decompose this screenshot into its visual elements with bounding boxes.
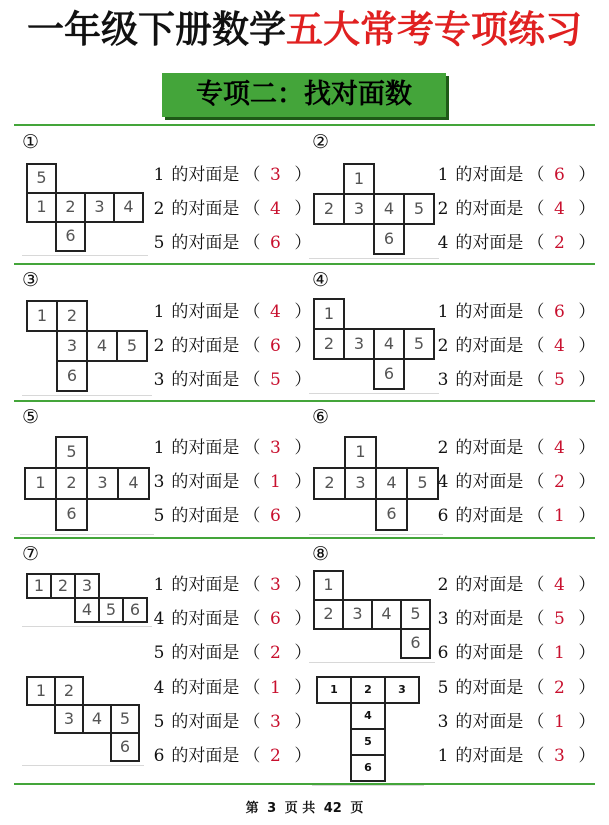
problem-number: ⑥ <box>312 406 330 428</box>
answer-open-paren: （ <box>243 336 261 356</box>
answer-value: 1 <box>269 678 281 698</box>
net-face: 4 <box>82 704 112 734</box>
net-face: 2 <box>313 599 344 630</box>
answer-face-number: 2 <box>437 575 449 595</box>
net-face: 3 <box>86 467 119 500</box>
net-face: 2 <box>313 467 346 500</box>
answer-line <box>152 228 311 258</box>
net-face: 1 <box>313 298 345 330</box>
answer-open-paren: （ <box>243 302 261 322</box>
answer-line <box>436 501 595 531</box>
net-face: 5 <box>406 467 439 500</box>
answer-open-paren: （ <box>243 712 261 732</box>
answer-face-number: 3 <box>437 609 449 629</box>
section-title: 专项二：找对面数 <box>196 79 412 110</box>
answer-face-number: 1 <box>437 302 449 322</box>
answer-line <box>152 741 311 771</box>
answer-close-paren: ） <box>294 472 312 492</box>
answer-face-number: 1 <box>153 165 165 185</box>
answer-value: 6 <box>553 165 565 185</box>
answer-open-paren: （ <box>527 609 545 629</box>
answer-face-number: 5 <box>153 712 165 732</box>
answer-close-paren: ） <box>578 233 596 253</box>
net-face: 3 <box>343 328 375 360</box>
answer-close-paren: ） <box>578 643 596 663</box>
net-face: 4 <box>86 330 118 362</box>
answer-close-paren: ） <box>578 199 596 219</box>
net-face: 3 <box>343 193 375 225</box>
divider-top <box>14 124 595 126</box>
answer-question-text: 的对面是 <box>166 336 240 356</box>
answer-value: 3 <box>269 438 281 458</box>
answer-line <box>152 433 311 463</box>
answer-open-paren: （ <box>243 199 261 219</box>
net-face: 6 <box>373 223 405 255</box>
answer-question-text: 的对面是 <box>450 609 524 629</box>
page-title <box>0 4 609 56</box>
net-face: 1 <box>26 573 52 599</box>
answer-line <box>436 604 595 634</box>
problem-number: ④ <box>312 269 330 291</box>
answer-close-paren: ） <box>578 370 596 390</box>
page-footer <box>0 797 609 816</box>
net-face: 4 <box>371 599 402 630</box>
answer-close-paren: ） <box>294 302 312 322</box>
answer-close-paren: ） <box>578 746 596 766</box>
net-face: 4 <box>350 702 386 730</box>
answer-face-number: 6 <box>437 506 449 526</box>
answer-open-paren: （ <box>527 575 545 595</box>
answer-question-text: 的对面是 <box>450 506 524 526</box>
net-face: 3 <box>56 330 88 362</box>
answer-line <box>152 673 311 703</box>
net-face: 1 <box>313 570 344 601</box>
net-face: 6 <box>56 360 88 392</box>
answer-value: 1 <box>553 712 565 732</box>
answer-face-number: 4 <box>437 472 449 492</box>
answer-value: 2 <box>553 233 565 253</box>
net-baseline <box>309 258 439 259</box>
answer-face-number: 2 <box>153 199 165 219</box>
divider-row-1 <box>14 263 595 265</box>
answer-line <box>436 570 595 600</box>
footer-mid: 页 共 <box>284 801 316 816</box>
answer-question-text: 的对面是 <box>450 678 524 698</box>
answer-question-text: 的对面是 <box>166 199 240 219</box>
net-face: 6 <box>55 498 88 531</box>
net-face: 6 <box>350 754 386 782</box>
net-face: 3 <box>344 467 377 500</box>
answer-face-number: 6 <box>437 643 449 663</box>
section-banner <box>162 73 446 117</box>
net-face: 5 <box>400 599 431 630</box>
answer-close-paren: ） <box>578 336 596 356</box>
answer-face-number: 1 <box>437 746 449 766</box>
answer-open-paren: （ <box>527 746 545 766</box>
answer-open-paren: （ <box>243 609 261 629</box>
net-face: 2 <box>54 676 84 706</box>
answer-face-number: 4 <box>153 678 165 698</box>
net-face: 1 <box>26 676 56 706</box>
answer-open-paren: （ <box>243 233 261 253</box>
net-face: 4 <box>74 597 100 623</box>
net-face: 3 <box>384 676 420 704</box>
answer-question-text: 的对面是 <box>166 472 240 492</box>
answer-open-paren: （ <box>243 472 261 492</box>
answer-value: 6 <box>269 506 281 526</box>
net-baseline <box>309 662 435 663</box>
answer-close-paren: ） <box>578 506 596 526</box>
answer-question-text: 的对面是 <box>166 302 240 322</box>
net-face: 6 <box>55 221 86 252</box>
problem-number: ⑧ <box>312 543 330 565</box>
answer-line <box>436 331 595 361</box>
answer-face-number: 1 <box>153 302 165 322</box>
net-baseline <box>22 255 148 256</box>
answer-face-number: 6 <box>153 746 165 766</box>
net-face: 2 <box>313 193 345 225</box>
answer-face-number: 1 <box>437 165 449 185</box>
answer-value: 2 <box>553 472 565 492</box>
net-face: 1 <box>316 676 352 704</box>
answer-line <box>436 707 595 737</box>
answer-question-text: 的对面是 <box>166 643 240 663</box>
answer-face-number: 2 <box>437 336 449 356</box>
answer-value: 4 <box>269 199 281 219</box>
answer-line <box>152 501 311 531</box>
problem-number: ③ <box>22 269 40 291</box>
answer-close-paren: ） <box>294 575 312 595</box>
answer-question-text: 的对面是 <box>166 438 240 458</box>
answer-line <box>152 160 311 190</box>
answer-line <box>152 194 311 224</box>
net-face: 6 <box>373 358 405 390</box>
answer-close-paren: ） <box>294 165 312 185</box>
net-face: 5 <box>350 728 386 756</box>
answer-value: 1 <box>553 643 565 663</box>
net-baseline <box>309 393 439 394</box>
answer-face-number: 4 <box>437 233 449 253</box>
answer-line <box>152 365 311 395</box>
net-face: 3 <box>342 599 373 630</box>
title-part-1: 一年级下册数学 <box>27 8 286 51</box>
problem-number: ① <box>22 131 40 153</box>
answer-value: 3 <box>269 165 281 185</box>
footer-suffix: 页 <box>350 801 364 816</box>
answer-question-text: 的对面是 <box>166 233 240 253</box>
answer-close-paren: ） <box>294 199 312 219</box>
answer-open-paren: （ <box>527 506 545 526</box>
answer-question-text: 的对面是 <box>450 199 524 219</box>
net-face: 3 <box>74 573 100 599</box>
answer-close-paren: ） <box>294 370 312 390</box>
net-face: 5 <box>98 597 124 623</box>
net-face: 1 <box>344 436 377 469</box>
net-face: 1 <box>26 300 58 332</box>
net-baseline <box>20 534 154 535</box>
answer-line <box>152 570 311 600</box>
answer-open-paren: （ <box>243 506 261 526</box>
answer-value: 4 <box>553 336 565 356</box>
answer-question-text: 的对面是 <box>166 165 240 185</box>
net-face: 2 <box>313 328 345 360</box>
answer-question-text: 的对面是 <box>166 678 240 698</box>
answer-question-text: 的对面是 <box>450 472 524 492</box>
answer-face-number: 5 <box>437 678 449 698</box>
answer-open-paren: （ <box>527 370 545 390</box>
answer-open-paren: （ <box>527 199 545 219</box>
answer-open-paren: （ <box>527 678 545 698</box>
answer-open-paren: （ <box>243 370 261 390</box>
net-face: 3 <box>54 704 84 734</box>
net-face: 5 <box>26 163 57 194</box>
net-face: 1 <box>26 192 57 223</box>
answer-line <box>152 297 311 327</box>
answer-line <box>436 741 595 771</box>
answer-value: 4 <box>269 302 281 322</box>
answer-line <box>436 365 595 395</box>
answer-value: 2 <box>269 643 281 663</box>
answer-question-text: 的对面是 <box>166 506 240 526</box>
net-baseline <box>309 534 443 535</box>
answer-close-paren: ） <box>578 712 596 732</box>
answer-question-text: 的对面是 <box>166 712 240 732</box>
answer-question-text: 的对面是 <box>450 438 524 458</box>
answer-value: 2 <box>269 746 281 766</box>
net-face: 2 <box>55 192 86 223</box>
answer-open-paren: （ <box>243 678 261 698</box>
answer-face-number: 4 <box>153 609 165 629</box>
divider-row-3 <box>14 537 595 539</box>
net-face: 2 <box>56 300 88 332</box>
answer-face-number: 1 <box>153 575 165 595</box>
answer-close-paren: ） <box>294 643 312 663</box>
answer-line <box>436 194 595 224</box>
answer-question-text: 的对面是 <box>166 746 240 766</box>
answer-close-paren: ） <box>294 506 312 526</box>
net-face: 2 <box>50 573 76 599</box>
answer-line <box>436 467 595 497</box>
answer-value: 5 <box>269 370 281 390</box>
answer-open-paren: （ <box>527 233 545 253</box>
answer-value: 2 <box>553 678 565 698</box>
net-face: 5 <box>116 330 148 362</box>
net-face: 3 <box>84 192 115 223</box>
answer-line <box>152 467 311 497</box>
net-face: 6 <box>122 597 148 623</box>
answer-open-paren: （ <box>527 472 545 492</box>
answer-close-paren: ） <box>578 609 596 629</box>
problem-number: ⑦ <box>22 543 40 565</box>
answer-value: 5 <box>553 609 565 629</box>
answer-face-number: 5 <box>153 233 165 253</box>
answer-value: 1 <box>553 506 565 526</box>
answer-face-number: 2 <box>437 438 449 458</box>
answer-value: 3 <box>269 712 281 732</box>
answer-value: 4 <box>553 438 565 458</box>
net-face: 5 <box>110 704 140 734</box>
answer-close-paren: ） <box>294 712 312 732</box>
net-face: 4 <box>373 193 405 225</box>
answer-question-text: 的对面是 <box>166 575 240 595</box>
answer-close-paren: ） <box>578 472 596 492</box>
answer-open-paren: （ <box>243 643 261 663</box>
answer-line <box>152 331 311 361</box>
answer-question-text: 的对面是 <box>450 165 524 185</box>
answer-close-paren: ） <box>294 438 312 458</box>
answer-close-paren: ） <box>294 746 312 766</box>
answer-face-number: 3 <box>437 712 449 732</box>
answer-close-paren: ） <box>294 233 312 253</box>
net-baseline <box>22 626 152 627</box>
answer-value: 6 <box>269 336 281 356</box>
answer-line <box>152 707 311 737</box>
net-baseline <box>22 395 152 396</box>
net-face: 2 <box>55 467 88 500</box>
answer-close-paren: ） <box>578 575 596 595</box>
answer-open-paren: （ <box>527 643 545 663</box>
answer-question-text: 的对面是 <box>450 746 524 766</box>
answer-open-paren: （ <box>243 438 261 458</box>
answer-question-text: 的对面是 <box>450 575 524 595</box>
answer-value: 6 <box>269 233 281 253</box>
answer-line <box>436 297 595 327</box>
answer-face-number: 3 <box>437 370 449 390</box>
net-face: 4 <box>375 467 408 500</box>
answer-face-number: 2 <box>437 199 449 219</box>
net-face: 5 <box>55 436 88 469</box>
answer-question-text: 的对面是 <box>450 712 524 732</box>
answer-open-paren: （ <box>527 165 545 185</box>
answer-question-text: 的对面是 <box>450 336 524 356</box>
net-face: 4 <box>113 192 144 223</box>
answer-close-paren: ） <box>578 165 596 185</box>
net-face: 6 <box>110 732 140 762</box>
answer-value: 4 <box>553 575 565 595</box>
answer-open-paren: （ <box>243 575 261 595</box>
answer-close-paren: ） <box>578 678 596 698</box>
answer-line <box>436 433 595 463</box>
net-face: 1 <box>24 467 57 500</box>
answer-value: 3 <box>269 575 281 595</box>
answer-open-paren: （ <box>527 438 545 458</box>
answer-line <box>436 228 595 258</box>
answer-close-paren: ） <box>578 302 596 322</box>
footer-prefix: 第 <box>245 801 259 816</box>
answer-value: 4 <box>553 199 565 219</box>
answer-face-number: 1 <box>153 438 165 458</box>
net-face: 4 <box>373 328 405 360</box>
net-baseline <box>312 785 424 786</box>
answer-question-text: 的对面是 <box>166 370 240 390</box>
answer-line <box>436 638 595 668</box>
answer-question-text: 的对面是 <box>450 370 524 390</box>
answer-value: 5 <box>553 370 565 390</box>
net-face: 5 <box>403 193 435 225</box>
answer-open-paren: （ <box>243 165 261 185</box>
net-face: 1 <box>343 163 375 195</box>
net-baseline <box>22 765 144 766</box>
answer-line <box>152 604 311 634</box>
net-face: 6 <box>400 628 431 659</box>
answer-face-number: 3 <box>153 472 165 492</box>
answer-line <box>152 638 311 668</box>
answer-open-paren: （ <box>243 746 261 766</box>
problem-number: ② <box>312 131 330 153</box>
answer-value: 1 <box>269 472 281 492</box>
answer-face-number: 3 <box>153 370 165 390</box>
answer-line <box>436 160 595 190</box>
divider-bottom <box>14 783 595 785</box>
answer-face-number: 5 <box>153 506 165 526</box>
problem-number: ⑤ <box>22 406 40 428</box>
answer-close-paren: ） <box>578 438 596 458</box>
answer-question-text: 的对面是 <box>450 643 524 663</box>
answer-open-paren: （ <box>527 712 545 732</box>
answer-question-text: 的对面是 <box>450 302 524 322</box>
answer-value: 6 <box>269 609 281 629</box>
net-face: 2 <box>350 676 386 704</box>
answer-close-paren: ） <box>294 609 312 629</box>
answer-line <box>436 673 595 703</box>
answer-face-number: 2 <box>153 336 165 356</box>
answer-open-paren: （ <box>527 302 545 322</box>
footer-page-number: 3 <box>267 801 277 816</box>
answer-question-text: 的对面是 <box>450 233 524 253</box>
net-face: 4 <box>117 467 150 500</box>
answer-value: 3 <box>553 746 565 766</box>
answer-close-paren: ） <box>294 678 312 698</box>
footer-total-pages: 42 <box>323 801 342 816</box>
divider-row-2 <box>14 400 595 402</box>
title-part-2: 五大常考专项练习 <box>286 8 582 51</box>
net-face: 6 <box>375 498 408 531</box>
answer-value: 6 <box>553 302 565 322</box>
answer-close-paren: ） <box>294 336 312 356</box>
answer-open-paren: （ <box>527 336 545 356</box>
net-face: 5 <box>403 328 435 360</box>
answer-question-text: 的对面是 <box>166 609 240 629</box>
answer-face-number: 5 <box>153 643 165 663</box>
